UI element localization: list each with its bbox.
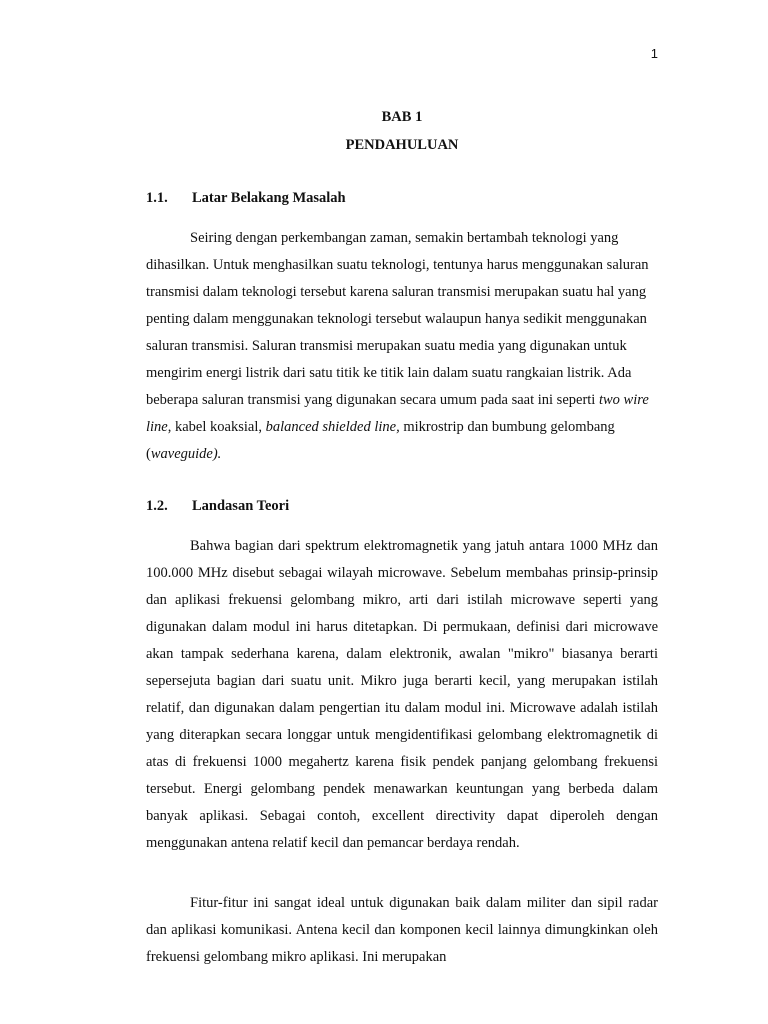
chapter-number: BAB 1 (381, 109, 423, 125)
page-number: 1 (650, 46, 658, 61)
section-title: Latar Belakang Masalah (192, 190, 346, 206)
paragraph-landasan-teori-1: Bahwa bagian dari spektrum elektromagnetik yang jatuh antara 1000 MHz dan 100.000 MHz disebut sebagai wilayah microwave. Sebelum membahas prinsip-prinsip dan aplikasi frekuensi gelombang mikro, arti dari istilah microwave seperti yang digunakan dalam modul ini harus ditetapkan. Di permukaan, definisi dari microwave akan tampak sederhana karena, dalam elektronik, awalan "mikro" biasanya berarti sepersejuta bagian dari suatu unit. Mikro juga berarti kecil, yang merupakan istilah relatif, dan digunakan dalam pengertian itu dalam modul ini. Microwave adalah istilah yang diterapkan secara longgar untuk mengidentifikasi gelombang elektromagnetik di atas di frekuensi 1000 megahertz karena fisik pendek panjang gelombang frekuensi tersebut. Energi gelombang pendek menawarkan keuntungan yang berbeda dalam banyak aplikasi. Sebagai contoh, excellent directivity dapat diperoleh dengan menggunakan antena relatif kecil dan pemancar berdaya rendah. (146, 538, 658, 851)
paragraph-latar-belakang (146, 225, 658, 468)
section-number: 1.2. (146, 498, 168, 514)
text-run: , kabel koaksial, (167, 419, 266, 435)
italic-term-balanced-shielded-line: balanced shielded line, (265, 419, 400, 435)
chapter-title: PENDAHULUAN (345, 137, 459, 153)
italic-term-waveguide: waveguide). (150, 446, 222, 462)
italic-term-two-wire-line: two wire line (146, 392, 649, 435)
section-heading-1-1 (146, 190, 346, 207)
text-run: mikrostrip dan bumbung gelombang ( (146, 419, 615, 462)
section-heading-1-2 (146, 498, 289, 515)
section-title: Landasan Teori (192, 498, 290, 514)
paragraph-landasan-teori-2: Fitur-fitur ini sangat ideal untuk digunakan baik dalam militer dan sipil radar dan aplikasi komunikasi. Antena kecil dan komponen kecil lainnya dimungkinkan oleh frekuensi gelombang mikro aplikasi. Ini merupakan (146, 895, 658, 965)
text-run: Seiring dengan perkembangan zaman, semakin bertambah teknologi yang dihasilkan. Untuk menghasilkan suatu teknologi, tentunya harus menggunakan saluran transmisi dalam teknologi tersebut karena saluran transmisi merupakan suatu hal yang penting dalam menggunakan teknologi tersebut walaupun hanya sedikit menggunakan saluran transmisi. Saluran transmisi merupakan suatu media yang digunakan untuk mengirim energi listrik dari satu titik ke titik lain dalam suatu rangkaian listrik. Ada beberapa saluran transmisi yang digunakan secara umum pada saat ini seperti (146, 230, 649, 408)
section-number: 1.1. (146, 190, 168, 206)
